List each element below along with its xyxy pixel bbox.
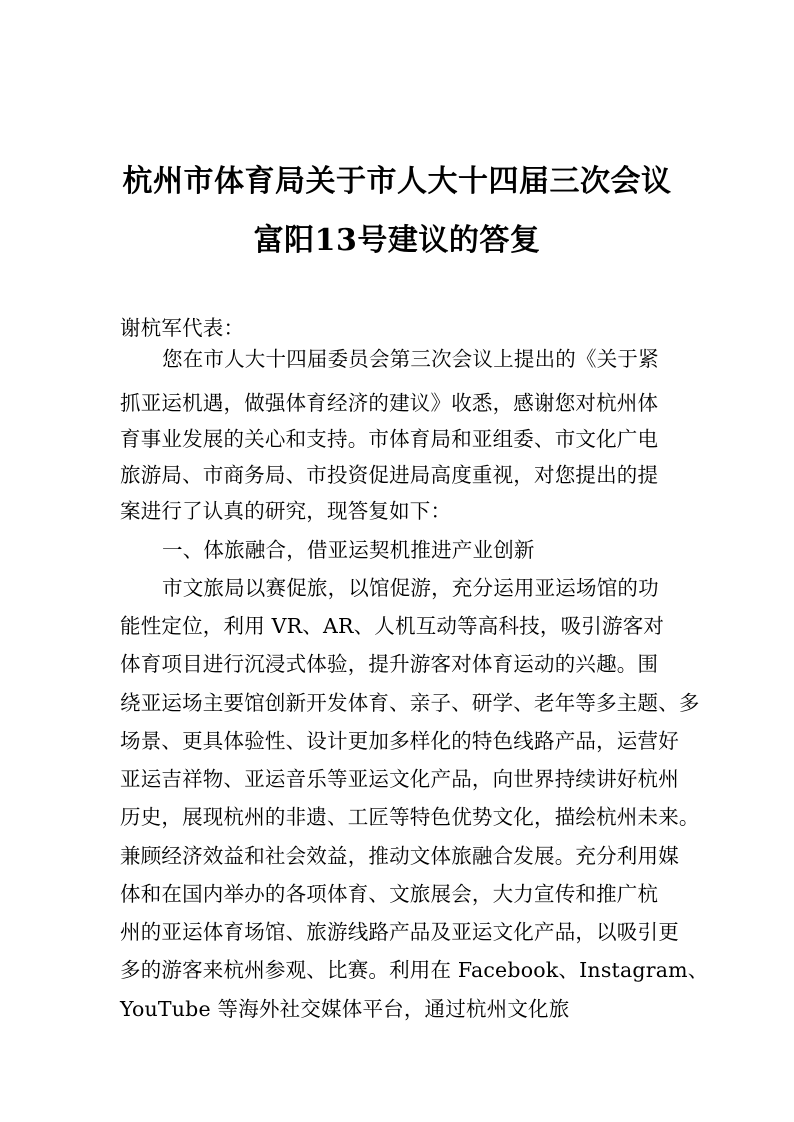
body-line: 兼顾经济效益和社会效益，推动文体旅融合发展。充分利用媒 [120,844,679,868]
body-line: 旅游局、市商务局、市投资促进局高度重视，对您提出的提 [120,463,659,487]
body-line: 亚运吉祥物、亚运音乐等亚运文化产品，向世界持续讲好杭州 [120,767,679,791]
body-line: 绕亚运场主要馆创新开发体育、亲子、研学、老年等多主题、多 [120,691,700,715]
body-line: 案进行了认真的研究，现答复如下： [120,499,452,523]
body-line: YouTube 等海外社交媒体平台，通过杭州文化旅 [120,997,570,1021]
body-line: 市文旅局以赛促旅，以馆促游，充分运用亚运场馆的功 [162,576,659,600]
body-line: 体育项目进行沉浸式体验，提升游客对体育运动的兴趣。围 [120,652,659,676]
body-line: 您在市人大十四届委员会第三次会议上提出的《关于紧 [162,347,659,371]
body-line: 能性定位，利用 VR、AR、人机互动等高科技，吸引游客对 [120,614,665,638]
body-line: 抓亚运机遇，做强体育经济的建议》收悉，感谢您对杭州体 [120,391,659,415]
section-heading: 一、体旅融合，借亚运契机推进产业创新 [162,538,535,562]
body-line: 场景、更具体验性、设计更加多样化的特色线路产品，运营好 [120,729,679,753]
body-line: 育事业发展的关心和支持。市体育局和亚组委、市文化广电 [120,427,659,451]
salutation: 谢杭军代表： [120,316,245,340]
document-title-line-1: 杭州市体育局关于市人大十四届三次会议 [122,164,672,199]
body-line: 州的亚运体育场馆、旅游线路产品及亚运文化产品，以吸引更 [120,920,679,944]
body-line: 历史，展现杭州的非遗、工匠等特色优势文化，描绘杭州未来。 [120,805,700,829]
document-title-line-2: 富阳13号建议的答复 [253,223,541,258]
body-line: 体和在国内举办的各项体育、文旅展会，大力宣传和推广杭 [120,882,659,906]
body-line: 多的游客来杭州参观、比赛。利用在 Facebook、Instagram、 [120,958,709,982]
